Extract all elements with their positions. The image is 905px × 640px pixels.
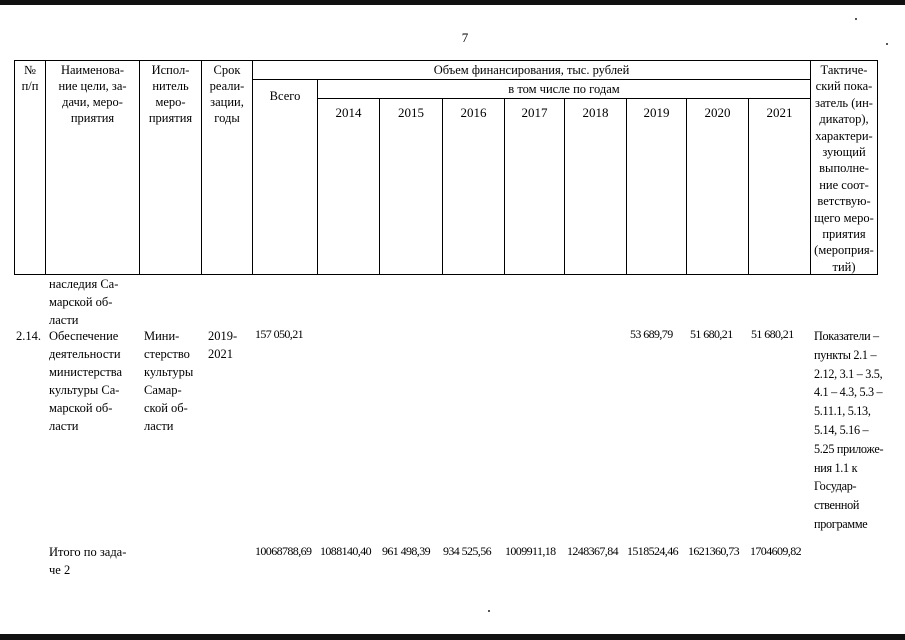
continuation-name: наследия Са- марской об- ласти	[49, 277, 119, 327]
header-year-2016: 2016	[460, 105, 487, 120]
total-label: Итого по зада- че 2	[49, 545, 127, 577]
scan-bottom-edge	[0, 634, 905, 640]
row-value-2020: 51 680,21	[690, 327, 733, 341]
header-rule-col	[564, 98, 565, 275]
header-year-2014: 2014	[335, 105, 362, 120]
header-year-2020: 2020	[704, 105, 731, 120]
total-value-all: 10068788,69	[255, 544, 312, 558]
row-number: 2.14.	[16, 329, 41, 343]
header-year-2019: 2019	[643, 105, 670, 120]
scan-top-edge	[0, 0, 905, 5]
header-rule-funding	[252, 79, 810, 80]
row-executor: Мини- стерство культуры Самар- ской об- ласти	[144, 329, 194, 433]
header-rule-col	[442, 98, 443, 275]
row-name: Обеспечение деятельности министерства культуры Са- марской об- ласти	[49, 329, 123, 433]
header-executor: Испол- нитель меро- приятия	[148, 63, 193, 125]
scan-speck	[488, 610, 490, 612]
total-value-2017: 1009911,18	[505, 544, 556, 558]
scan-speck	[886, 43, 888, 45]
header-rule-col	[686, 98, 687, 275]
total-value-2019: 1518524,46	[627, 544, 679, 558]
header-rule-col	[626, 98, 627, 275]
header-year-2015: 2015	[398, 105, 424, 120]
row-total: 157 050,21	[255, 327, 304, 341]
header-term: Срок реали- зации, годы	[209, 63, 245, 125]
header-funding: Объем финансирования, тыс. рублей	[433, 63, 630, 77]
header-year-2021: 2021	[766, 105, 793, 120]
header-rule-top	[14, 60, 878, 61]
header-name: Наименова- ние цели, за- дачи, меро- приятия	[58, 63, 127, 125]
header-rule-col	[748, 98, 749, 275]
header-number: № п/п	[21, 63, 39, 93]
header-indicator: Тактиче- ский пока- затель (ин- дикатор), характери- зующий выполне- ние соот- ветствую- щего меро- приятия (мероприя- тий)	[814, 63, 874, 274]
table-header	[14, 60, 878, 276]
row-value-2019: 53 689,79	[630, 327, 673, 341]
header-by-years: в том числе по годам	[508, 82, 620, 96]
header-rule-col	[504, 98, 505, 275]
page-number: 7	[461, 30, 469, 45]
header-rule-col	[379, 98, 380, 275]
total-value-2020: 1621360,73	[688, 544, 740, 558]
header-rule-right	[877, 60, 878, 275]
header-total: Всего	[269, 89, 301, 103]
row-term: 2019- 2021	[208, 329, 238, 361]
total-value-2018: 1248367,84	[567, 544, 619, 558]
total-value-2014: 1088140,40	[320, 544, 372, 558]
row-indicator: Показатели – пункты 2.1 – 2.12, 3.1 – 3.5, 4.1 – 4.3, 5.3 – 5.11.1, 5.13, 5.14, 5.16 – 5.25 приложе- ния 1.1 к Государ- ственной программе	[814, 329, 884, 531]
scan-speck	[855, 18, 857, 20]
row-value-2021: 51 680,21	[751, 327, 794, 341]
header-year-2018: 2018	[582, 105, 609, 120]
total-value-2015: 961 498,39	[382, 544, 431, 558]
header-year-2017: 2017	[521, 105, 548, 120]
total-value-2021: 1704609,82	[750, 544, 802, 558]
total-value-2016: 934 525,56	[443, 544, 492, 558]
